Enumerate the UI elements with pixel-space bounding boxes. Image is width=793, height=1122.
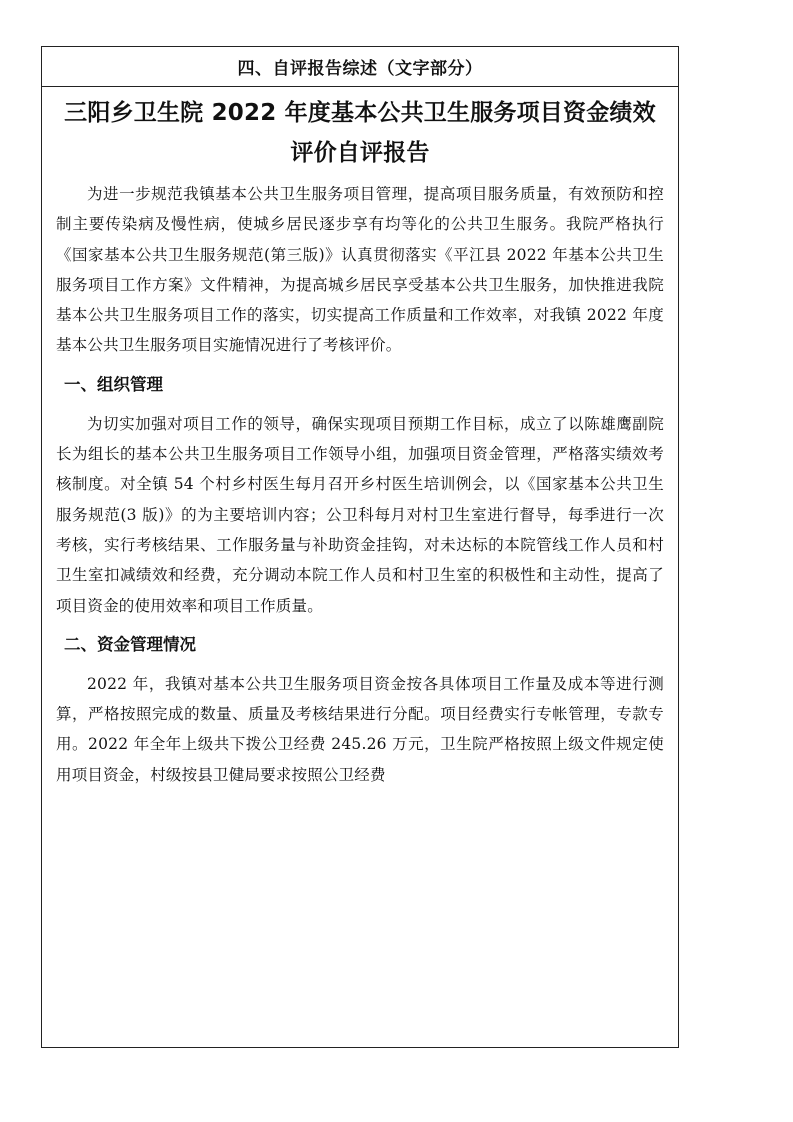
section-heading-funds: 二、资金管理情况 xyxy=(64,634,196,654)
document-title: 三阳乡卫生院 2022 年度基本公共卫生服务项目资金绩效评价自评报告 xyxy=(64,100,656,166)
section-body-organization: 为切实加强对项目工作的领导，确保实现项目预期工作目标，成立了以陈雄鹰副院长为组长的基本公共卫生服务项目工作领导小组，加强项目资金管理，严格落实绩效考核制度。对全镇 54 个村乡村医生每月召开乡村医生培训例会，以《国家基本公共卫生服务规范(3 版)》的为主要培训内容；公卫科每月对村卫生室进行督导，每季进行一次考核，实行考核结果、工作服务量与补助资金挂钩，对未达标的本院管线工作人员和村卫生室扣减绩效和经费，充分调动本院工作人员和村卫生室的积极性和主动性，提高了项目资金的使用效率和项目工作质量。 xyxy=(56,414,664,615)
section-header: 四、自评报告综述（文字部分） xyxy=(42,47,678,87)
document-body xyxy=(42,179,678,790)
section-heading-organization: 一、组织管理 xyxy=(64,374,163,394)
intro-paragraph: 为进一步规范我镇基本公共卫生服务项目管理，提高项目服务质量，有效预防和控制主要传染病及慢性病，使城乡居民逐步享有均等化的公共卫生服务。我院严格执行《国家基本公共卫生服务规范(第三版)》认真贯彻落实《平江县 2022 年基本公共卫生服务项目工作方案》文件精神，为提高城乡居民享受基本公共卫生服务，加快推进我院基本公共卫生服务项目工作的落实，切实提高工作质量和工作效率，对我镇 2022 年度基本公共卫生服务项目实施情况进行了考核评价。 xyxy=(56,185,664,355)
report-frame xyxy=(41,46,679,1048)
section-body-funds: 2022 年，我镇对基本公共卫生服务项目资金按各具体项目工作量及成本等进行测算，严格按照完成的数量、质量及考核结果进行分配。项目经费实行专帐管理，专款专用。2022 年全年上级共下拨公卫经费 245.26 万元，卫生院严格按照上级文件规定使用项目资金，村级按县卫健局要求按照公卫经费 xyxy=(56,674,664,784)
